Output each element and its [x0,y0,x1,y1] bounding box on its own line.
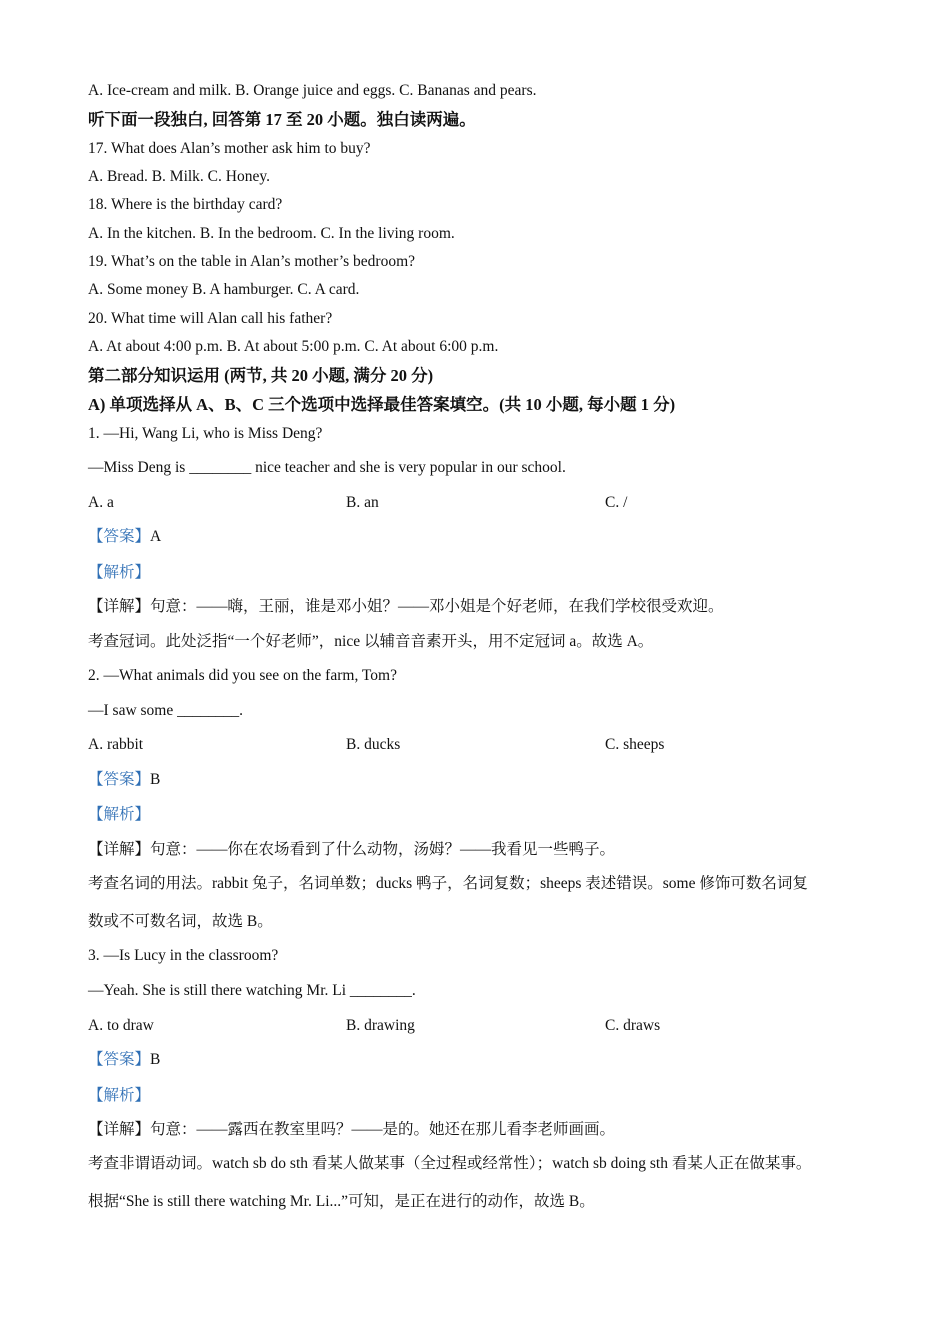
q19-options: A. Some money B. A hamburger. C. A card. [88,281,360,298]
q2-answer: B [150,771,161,788]
detail-tag: 【详解】 [88,841,151,858]
q3-answer: B [150,1051,161,1068]
q3-option-b: B. drawing [346,1017,415,1034]
q1-stem-line1: 1. —Hi, Wang Li, who is Miss Deng? [88,425,323,442]
q3-explanation-line2: 根据“She is still there watching Mr. Li...”可知，是正在进行的动作，故选 B。 [88,1193,595,1210]
q3-stem-line1: 3. —Is Lucy in the classroom? [88,947,279,964]
q1-option-a: A. a [88,494,114,511]
q18-options: A. In the kitchen. B. In the bedroom. C. In the living room. [88,225,455,242]
q3-explanation-line1: 考查非谓语动词。watch sb do sth 看某人做某事（全过程或经常性）；watch sb doing sth 看某人正在做某事。 [88,1155,812,1172]
q3-analysis-tag: 【解析】 [88,1087,151,1104]
q2-explanation-line1: 考查名词的用法。rabbit 兔子，名词单数；ducks 鸭子，名词复数；sheeps 表述错误。some 修饰可数名词复 [88,875,808,892]
q1-answer-line [88,527,161,547]
q1-analysis-tag: 【解析】 [88,564,151,581]
q1-option-b: B. an [346,494,379,511]
q17-options: A. Bread. B. Milk. C. Honey. [88,168,270,185]
q1-detail-line [88,597,724,617]
q2-detail: 句意：——你在农场看到了什么动物，汤姆？——我看见一些鸭子。 [150,841,616,858]
q1-explanation: 考查冠词。此处泛指“一个好老师”，nice 以辅音音素开头，用不定冠词 a。故选 A。 [88,633,654,650]
section-instruction-monologue: 听下面一段独白, 回答第 17 至 20 小题。独白读两遍。 [88,110,476,129]
q2-analysis-tag: 【解析】 [88,806,151,823]
q2-option-c: C. sheeps [605,736,665,753]
q2-option-b: B. ducks [346,736,401,753]
answer-tag: 【答案】 [88,1051,151,1068]
answer-tag: 【答案】 [88,771,151,788]
q2-option-a: A. rabbit [88,736,144,753]
q3-detail-line [88,1120,615,1140]
q1-answer: A [150,528,162,545]
q3-option-c: C. draws [605,1017,661,1034]
q19-stem: 19. What’s on the table in Alan’s mother’s bedroom? [88,253,416,270]
q3-stem-line2: —Yeah. She is still there watching Mr. Li ________. [88,982,416,999]
q18-stem: 18. Where is the birthday card? [88,196,283,213]
q16-options: A. Ice-cream and milk. B. Orange juice and eggs. C. Bananas and pears. [88,82,537,99]
q2-answer-line [88,770,160,790]
q17-stem: 17. What does Alan’s mother ask him to buy? [88,140,371,157]
answer-tag: 【答案】 [88,528,151,545]
detail-tag: 【详解】 [88,1121,151,1138]
q3-option-a: A. to draw [88,1017,154,1034]
part-two-heading: 第二部分知识运用 (两节, 共 20 小题, 满分 20 分) [88,366,434,385]
q1-stem-line2: —Miss Deng is ________ nice teacher and she is very popular in our school. [88,459,566,476]
q3-detail: 句意：——露西在教室里吗？——是的。她还在那儿看李老师画画。 [150,1121,616,1138]
detail-tag: 【详解】 [88,598,151,615]
q1-option-c: C. / [605,494,628,511]
q2-explanation-line2: 数或不可数名词，故选 B。 [88,913,273,930]
q1-detail: 句意：——嗨，王丽，谁是邓小姐？——邓小姐是个好老师，在我们学校很受欢迎。 [150,598,724,615]
q2-stem-line1: 2. —What animals did you see on the farm, Tom? [88,667,397,684]
q2-detail-line [88,840,615,860]
q2-stem-line2: —I saw some ________. [88,702,243,719]
section-a-heading: A) 单项选择从 A、B、C 三个选项中选择最佳答案填空。(共 10 小题, 每小题 1 分) [88,395,676,414]
q20-options: A. At about 4:00 p.m. B. At about 5:00 p.m. C. At about 6:00 p.m. [88,338,499,355]
q3-answer-line [88,1050,160,1070]
q20-stem: 20. What time will Alan call his father? [88,310,333,327]
